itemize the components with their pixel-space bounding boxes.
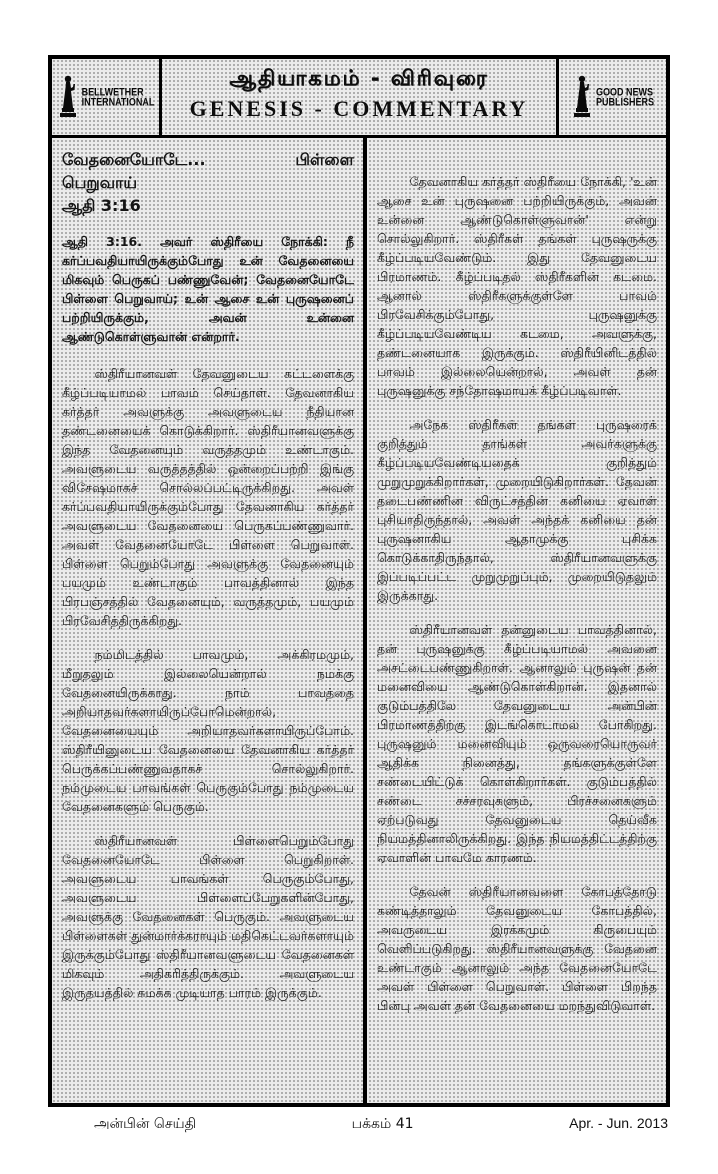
page-footer — [48, 1115, 670, 1134]
paragraph: நம்மிடத்தில் பாவமும், அக்கிரமமும், மீறுதலும் இல்லையென்றால் நமக்கு வேதனையிருக்காது. நாம் பாவத்தை அறியாதவர்களாயிருப்போமென்றால், வேதனையையும் அறியாதவர்களாயிருப்போம். ஸ்திரீயினுடைய வேதனையை தேவனாகிய கர்த்தர் பெருக்கப்பண்ணுவதாகச் சொல்லுகிறார். நம்முடைய பாவங்கள் பெருகும்போது நம்முடைய வேதனைகளும் பெருகும். — [62, 646, 354, 814]
goodnews-logo — [556, 59, 666, 135]
heading-line2: பெறுவாய் — [62, 173, 138, 193]
heading-part1: வேதனையோடே... — [62, 150, 206, 169]
page-title-tamil: ஆதியாகமம் - விரிவுரை — [229, 66, 489, 90]
statue-icon — [571, 74, 593, 120]
page-number: பக்கம் 41 — [351, 1116, 414, 1132]
logo-line: PUBLISHERS — [595, 95, 654, 109]
bellwether-logo-text — [82, 87, 155, 108]
page-title-english: GENESIS - COMMENTARY — [189, 96, 529, 121]
left-column — [52, 138, 363, 1103]
goodnews-logo-text — [596, 87, 654, 108]
logo-line: GOOD NEWS — [595, 85, 653, 98]
logo-line: INTERNATIONAL — [81, 95, 155, 109]
columns — [52, 138, 666, 1103]
heading-part2: பிள்ளை — [295, 150, 354, 169]
verse-paragraph: ஆதி 3:16. அவர் ஸ்திரீயை நோக்கி: நீ கர்ப்பவதியாயிருக்கும்போது உன் வேதனையை மிகவும் பெருகப் பண்ணுவேன்; வேதனையோடே பிள்ளை பெறுவாய்; உன் ஆசை உன் புருஷனைப் பற்றியிருக்கும், அவன் உன்னை ஆண்டுகொள்ளுவான் என்றார். — [62, 233, 354, 344]
bellwether-logo — [52, 59, 162, 135]
paragraph: ஸ்திரீயானவள் பிள்ளைபெறும்போது வேதனையோடே பிள்ளை பெறுகிறாள். அவளுடைய பாவங்கள் பெருகும்போது, அவளுடைய பிள்ளைப்பேறுகளின்போது, அவளுக்கு வேதனைகள் பெருகும். அவளுடைய பிள்ளைகள் துன்மார்க்கராயும் மதிகெட்டவர்களாயும் இருக்கும்போது ஸ்திரீயானவளுடைய வேதனைகள் மிகவும் அதிகரித்திருக்கும். அவளுடைய இருதயத்தில் சுமக்க முடியாத பாரம் இருக்கும். — [62, 832, 354, 1000]
magazine-name: அன்பின் செய்தி — [94, 1116, 197, 1132]
commentary-sheet — [48, 55, 670, 1107]
paragraph: ஸ்திரீயானவள் தேவனுடைய கட்டளைக்கு கீழ்ப்படியாமல் பாவம் செய்தாள். தேவனாகிய கர்த்தர் அவளுக்கு அவளுடைய நீதியான தண்டனையைக் கொடுக்கிறார். ஸ்திரீயானவளுக்கு இந்த வேதனையும் வருத்தமும் உண்டாகும். அவளுடைய வருத்தத்தில் ஒன்றைப்பற்றி இங்கு விசேஷமாகச் சொல்லப்பட்டிருக்கிறது. அவள் கர்ப்பவதியாயிருக்கும்போது தேவனாகிய கர்த்தர் அவளுடைய வேதனையை பெருகப்பண்ணுவார். அவள் வேதனையோடே பிள்ளை பெறுவாள். பிள்ளை பெறும்போது அவளுக்கு வேதனையும் பயமும் உண்டாகும் பாவத்தினால் இந்த பிரபஞ்சத்தில் வேதனையும், வருத்தமும், பயமும் பிரவேசித்திருக்கிறது. — [62, 365, 354, 628]
paragraph: அநேக ஸ்திரீகள் தங்கள் புருஷரைக் குறித்தும் தாங்கள் அவர்களுக்கு கீழ்ப்படியவேண்டியதைக் குறித்தும் முறுமுறுக்கிறார்கள், முறையிடுகிறார்கள். தேவன் தடைபண்ணின விருட்சத்தின் கனியை ஏவாள் புசியாதிருந்தால், அவள் அந்தக் கனியை தன் புருஷனாகிய ஆதாமுக்கு புசிக்க கொடுக்காதிருந்தால், ஸ்திரீயானவளுக்கு இப்படிப்பட்ட முறுமுறுப்பும், முறையிடுதலும் இருக்காது. — [377, 417, 657, 603]
right-column — [367, 138, 666, 1103]
verse-reference: ஆதி 3:16 — [62, 196, 141, 216]
header — [52, 59, 666, 138]
article-heading — [62, 148, 354, 218]
logo-line: BELLWETHER — [81, 85, 144, 98]
paragraph: தேவனாகிய கர்த்தர் ஸ்திரீயை நோக்கி, 'உன் ஆசை உன் புருஷனை பற்றியிருக்கும், அவன் உன்னை ஆண்டுகொள்ளுவான்' என்று சொல்லுகிறார். ஸ்திரீகள் தங்கள் புருஷருக்கு கீழ்ப்படியவேண்டும். இது தேவனுடைய பிரமாணம். கீழ்ப்படிதல் ஸ்திரீகளின் கடமை. ஆனால் ஸ்திரீகளுக்குள்ளே பாவம் பிரவேசிக்கும்போது, புருஷனுக்கு கீழ்ப்படியவேண்டிய கடமை, அவளுக்கு, தண்டனையாக இருக்கும். ஸ்திரீயினிடத்தில் பாவம் இல்லையென்றால், அவள் தன் புருஷனுக்கு சந்தோஷமாயக் கீழ்ப்படிவாள். — [377, 174, 657, 398]
article-heading-line1 — [62, 148, 354, 171]
statue-icon — [57, 74, 79, 120]
paragraph: ஸ்திரீயானவள் தன்னுடைய பாவத்தினால், தன் புருஷனுக்கு கீழ்ப்படியாமல் அவனை அசட்டைபண்ணுகிறாள். ஆனாலும் புருஷன் தன் மனைவியை ஆண்டுகொள்கிறான். இதனால் குடும்பத்திலே தேவனுடைய அன்பின் பிரமாணத்திற்கு இடங்கொடாமல் போகிறது. புருஷனும் மனைவியும் ஒருவரையொருவர் ஆதிக்க நினைத்து, தங்களுக்குள்ளே சண்டையிட்டுக் கொள்கிறார்கள். குடும்பத்தில் சண்டை சச்சரவுகளும், பிரச்சனைகளும் ஏற்படுவது தேவனுடைய தெய்வீக நியமத்தினாலிருக்கிறது. இந்த நியமத்திட்டத்திற்கு ஏவாளின் பாவமே காரணம். — [377, 622, 657, 865]
title-box — [162, 59, 556, 135]
issue-date: Apr. - Jun. 2013 — [569, 1115, 668, 1131]
paragraph: தேவன் ஸ்திரீயானவளை கோபத்தோடு கண்டித்தாலும் தேவனுடைய கோபத்தில், அவருடைய இரக்கமும் கிருபையும் வெளிப்படுகிறது. ஸ்திரீயானவளுக்கு வேதனை உண்டாகும் ஆனாலும் அந்த வேதனையோடே அவள் பிள்ளை பெறுவாள். பிள்ளை பிறந்த பின்பு அவள் தன் வேதனையை மறந்துவிடுவாள். — [377, 884, 657, 1013]
